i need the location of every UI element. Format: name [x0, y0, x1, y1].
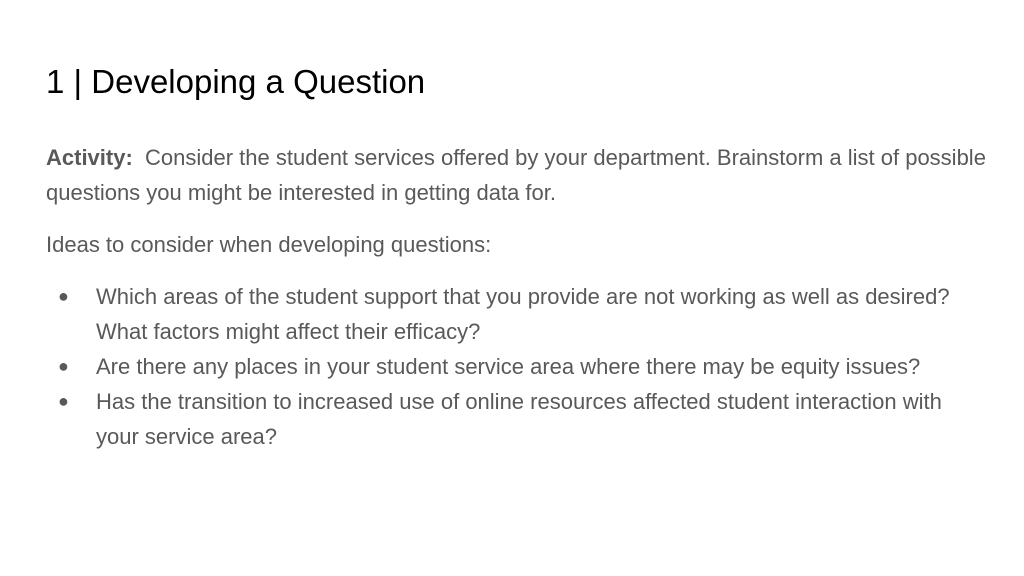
list-item-text: Are there any places in your student service area where there may be equity issues?	[96, 354, 921, 379]
bullet-icon: ●	[58, 286, 69, 306]
activity-label: Activity:	[46, 145, 133, 170]
list-item	[46, 279, 986, 349]
list-item-text: Which areas of the student support that you provide are not working as well as desired? What factors might affect their efficacy?	[96, 284, 950, 344]
ideas-heading: Ideas to consider when developing questions:	[46, 232, 492, 257]
bullet-icon: ●	[58, 391, 69, 411]
activity-paragraph	[46, 140, 986, 210]
slide-title: 1 | Developing a Question	[46, 63, 426, 100]
list-item	[46, 384, 986, 454]
ideas-list	[46, 279, 986, 454]
slide-body	[46, 140, 986, 454]
bullet-icon: ●	[58, 356, 69, 376]
activity-text: Consider the student services offered by your department. Brainstorm a list of possible questions you might be interested in getting data for.	[46, 145, 986, 205]
list-item	[46, 349, 986, 384]
list-item-text: Has the transition to increased use of online resources affected student interaction with your service area?	[96, 389, 942, 449]
